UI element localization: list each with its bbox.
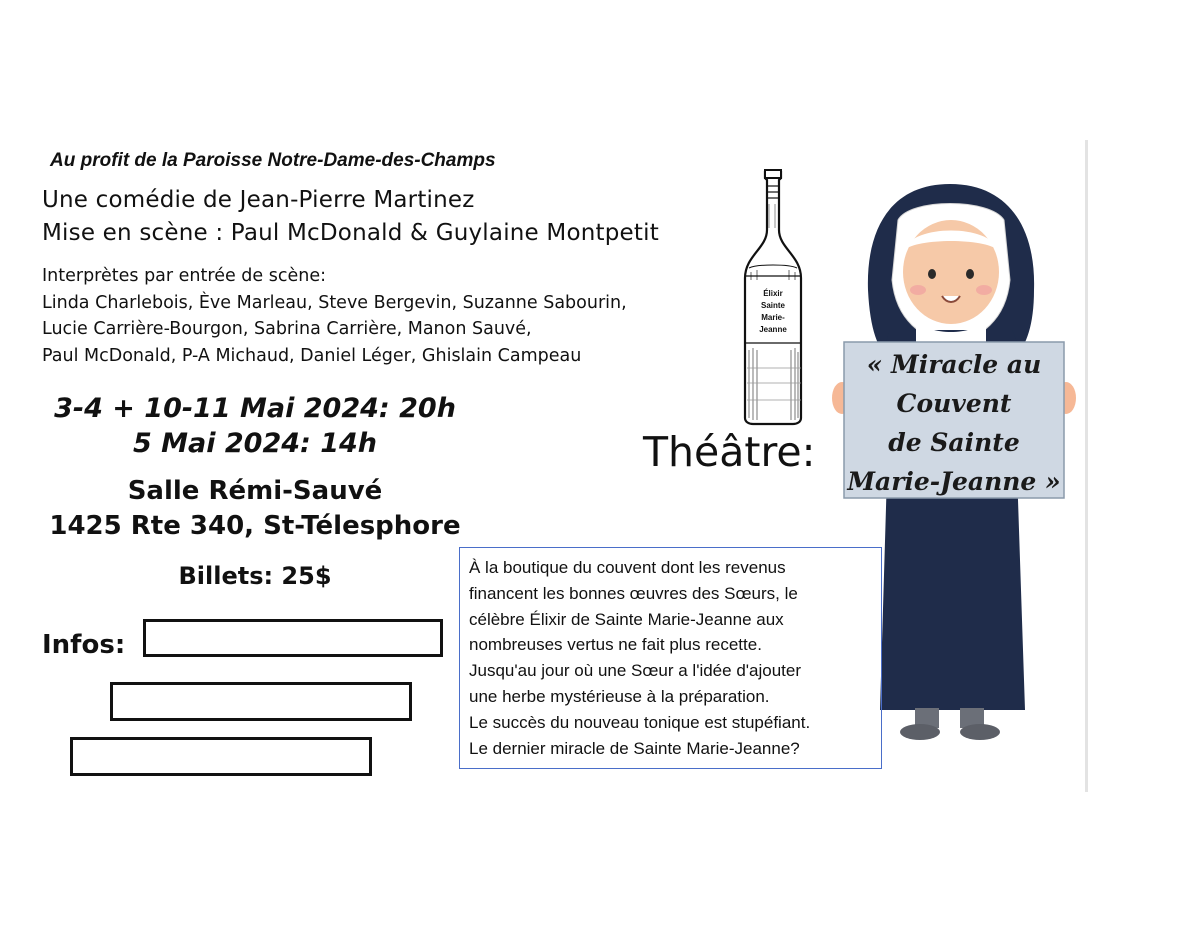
synopsis-line: Le succès du nouveau tonique est stupéfiant. [469, 712, 811, 732]
cast-line: Lucie Carrière-Bourgon, Sabrina Carrière, Manon Sauvé, [42, 319, 532, 339]
bottle-label-line: Sainte [760, 301, 786, 310]
cast-line: Linda Charlebois, Ève Marleau, Steve Bergevin, Suzanne Sabourin, [42, 292, 627, 313]
divider-line [1085, 140, 1088, 792]
schedule-matinee: 5 Mai 2024: 14h [132, 428, 378, 459]
title-line: de Sainte [888, 428, 1020, 457]
director-line: Mise en scène : Paul McDonald & Guylaine Montpetit [42, 220, 659, 246]
title-line: Couvent [896, 389, 1012, 418]
beneficiary-line: Au profit de la Paroisse Notre-Dame-des-Champs [50, 150, 496, 171]
elixir-bottle-illustration [735, 168, 815, 426]
infos-box [70, 737, 372, 776]
ticket-price: Billets: 25$ [178, 562, 332, 590]
title-sign-text [844, 345, 1064, 501]
title-line: « Miracle au [866, 350, 1042, 379]
venue-address: 1425 Rte 340, St-Télesphore [49, 511, 461, 541]
title-line: Marie-Jeanne » [847, 467, 1061, 496]
infos-box [110, 682, 412, 721]
synopsis-line: Le dernier miracle de Sainte Marie-Jeanne? [469, 738, 800, 758]
synopsis-line: À la boutique du couvent dont les revenus [469, 558, 786, 577]
cast-heading: Interprètes par entrée de scène: [42, 266, 326, 286]
synopsis-line: une herbe mystérieuse à la préparation. [469, 686, 770, 706]
synopsis-box [459, 547, 882, 769]
author-line: Une comédie de Jean-Pierre Martinez [42, 187, 475, 213]
cast-block [42, 263, 627, 369]
cast-line: Paul McDonald, P-A Michaud, Daniel Léger, Ghislain Campeau [42, 345, 582, 366]
synopsis-line: nombreuses vertus ne fait plus recette. [469, 635, 762, 655]
venue-name: Salle Rémi-Sauvé [127, 476, 383, 506]
schedule-evening: 3-4 + 10-11 Mai 2024: 20h [54, 393, 456, 424]
synopsis-line: célèbre Élixir de Sainte Marie-Jeanne aux [469, 609, 784, 629]
synopsis-line: Jusqu'au jour où une Sœur a l'idée d'ajouter [469, 661, 801, 681]
bottle-label-line: Élixir [763, 289, 783, 298]
bottle-label-line: Marie- [761, 313, 785, 322]
synopsis-line: financent les bonnes œuvres des Sœurs, le [469, 583, 798, 603]
bottle-label-line: Jeanne [759, 325, 787, 334]
infos-label: Infos: [42, 630, 126, 660]
infos-box [143, 619, 443, 657]
theatre-label: Théâtre: [643, 428, 816, 476]
